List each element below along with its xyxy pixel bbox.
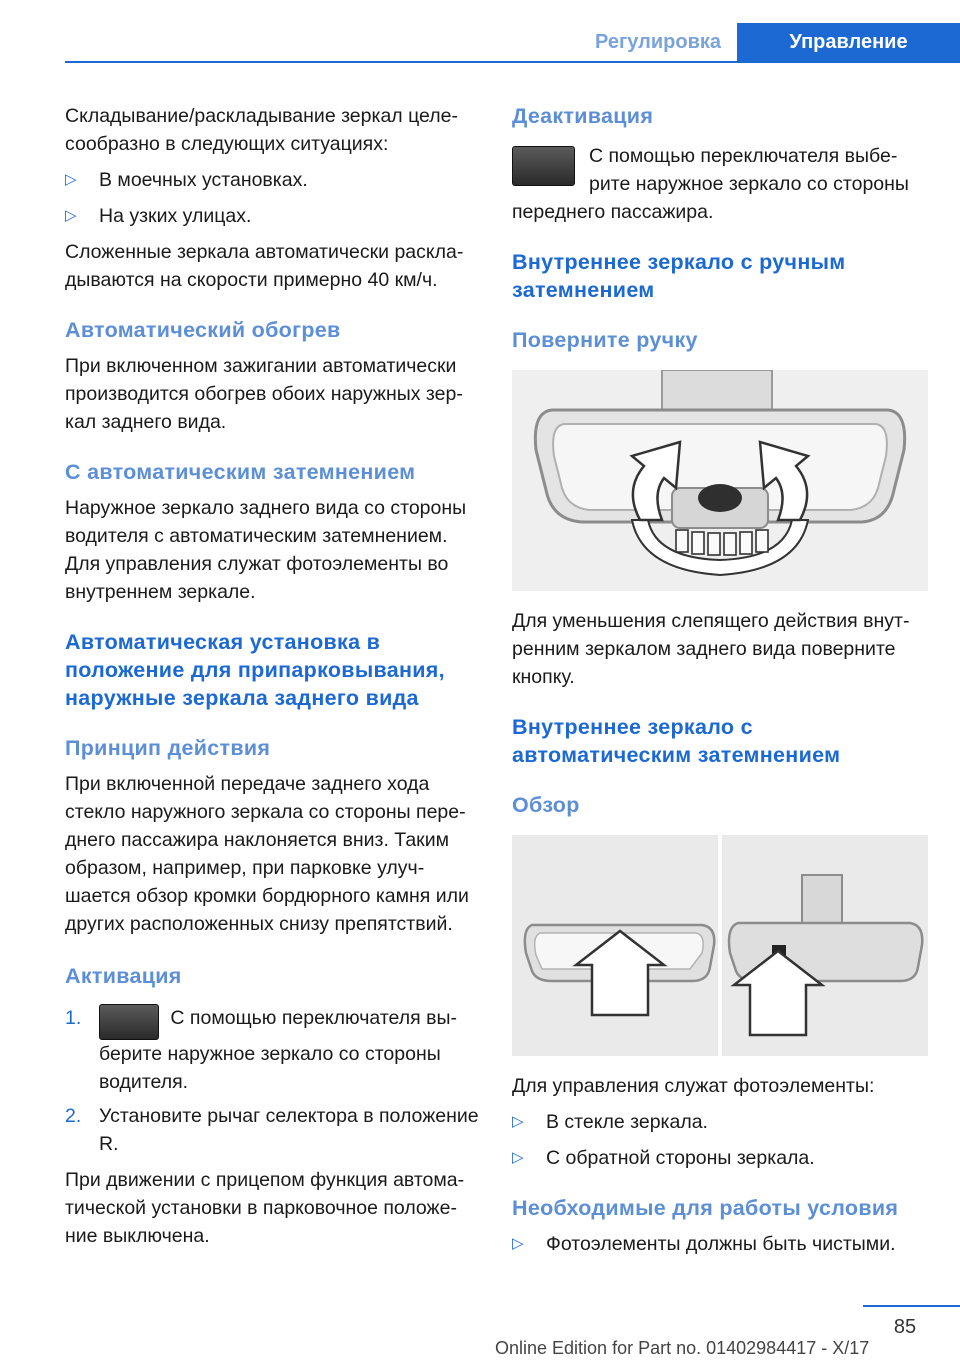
triangle-bullet-icon: ▷ — [65, 207, 77, 224]
step-number: 2. — [65, 1105, 82, 1127]
dimming-heading: С автоматическим затемнением — [65, 460, 416, 484]
list-item: ▷ С обратной стороны зеркала. — [512, 1144, 927, 1172]
header-rule — [65, 61, 960, 63]
conditions-heading: Необходимые для работы условия — [512, 1196, 899, 1220]
auto-mirror-illustration — [512, 835, 928, 1056]
heating-heading: Автоматический обогрев — [65, 318, 341, 342]
trailer-paragraph: При движении с прицепом функция автоматической установки в парковочное положение выключена. — [65, 1169, 465, 1247]
left-column — [65, 102, 480, 1250]
photo-cells-paragraph: Для управления служат фотоэлементы: — [512, 1075, 875, 1097]
mirror-switch-icon — [99, 1004, 159, 1040]
manual-mirror-heading: Внутреннее зеркало с ручным затемнением — [512, 250, 846, 302]
deactivation-block — [512, 142, 927, 226]
principle-paragraph: При включенной передаче заднего хода стекло наружного зеркала со стороны переднего пассажира наклоняется вниз. Таким образом, например, при парковке улучшается обзор кромки бордюрного камня или других расположенных снизу препятствий. — [65, 773, 469, 935]
list-item: ▷ На узких улицах. — [65, 202, 480, 230]
footer-edition: Online Edition for Part no. 01402984417 - X/17 — [495, 1338, 870, 1358]
deactivation-paragraph: С помощью переключателя выберите наружное зеркало со стороны переднего пассажира. — [512, 145, 909, 223]
activation-heading: Активация — [65, 964, 182, 988]
mirror-switch-icon — [512, 146, 575, 186]
header-chapter-tab: Управление — [737, 23, 960, 62]
step-item: 1. С помощью переключателя выберите наружное зеркало со стороны водителя. — [65, 1004, 480, 1096]
step-item: 2. Установите рычаг селектора в положение R. — [65, 1102, 480, 1158]
overview-heading: Обзор — [512, 793, 580, 817]
intro-paragraph: Складывание/раскладывание зеркал целесообразно в следующих ситуациях: — [65, 105, 458, 155]
auto-mirror-heading: Внутреннее зеркало с автоматическим затемнением — [512, 715, 841, 767]
list-item: ▷ В моечных установках. — [65, 166, 480, 194]
manual-mirror-paragraph: Для уменьшения слепящего действия внутренним зеркалом заднего вида поверните кнопку. — [512, 610, 910, 688]
triangle-bullet-icon: ▷ — [512, 1235, 524, 1252]
triangle-bullet-icon: ▷ — [512, 1113, 524, 1130]
principle-heading: Принцип действия — [65, 736, 271, 760]
parking-heading: Автоматическая установка в положение для припарковывания, наружные зеркала заднего вида — [65, 630, 445, 710]
triangle-bullet-icon: ▷ — [512, 1149, 524, 1166]
right-column — [512, 102, 927, 1258]
unfold-paragraph: Сложенные зеркала автоматически раскладываются на скорости примерно 40 км/ч. — [65, 241, 464, 291]
list-item: ▷ В стекле зеркала. — [512, 1108, 927, 1136]
header-section-label: Регулировка — [594, 30, 721, 53]
page-number: 85 — [893, 1316, 917, 1338]
turn-knob-heading: Поверните ручку — [512, 328, 698, 352]
step-number: 1. — [65, 1007, 82, 1029]
heating-paragraph: При включенном зажигании автоматически производится обогрев обоих наружных зеркал заднего вида. — [65, 355, 463, 433]
deactivation-heading: Деактивация — [512, 104, 654, 128]
dimming-paragraph: Наружное зеркало заднего вида со стороны водителя с автоматическим затемнением. Для управления служат фотоэлементы во внутреннем зеркале. — [65, 497, 467, 603]
list-item: ▷ Фотоэлементы должны быть чистыми. — [512, 1230, 927, 1258]
footer-rule — [863, 1305, 960, 1307]
manual-mirror-illustration — [512, 370, 928, 591]
triangle-bullet-icon: ▷ — [65, 171, 77, 188]
